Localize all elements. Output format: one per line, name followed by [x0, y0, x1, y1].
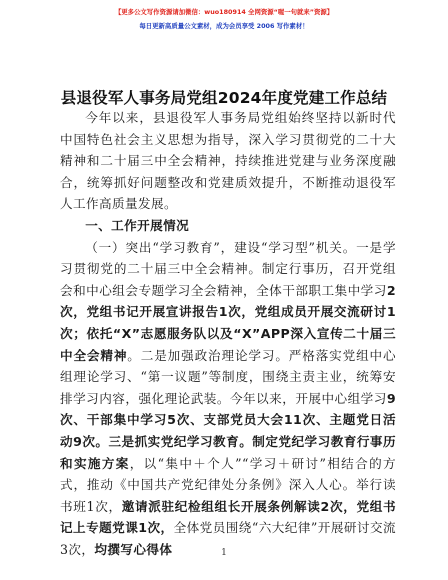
- section-heading: 一、工作开展情况: [85, 217, 190, 233]
- paragraph-emphasis: 9次、干部集中学习5次、支部党员大会11次、主题党日活动9次。三是抓实党纪学习教育。制定党纪学习教育行事历和实施方案: [60, 390, 396, 471]
- section-paragraph: [60, 237, 396, 561]
- paragraph-text: ，以“集中＋个人”“学习＋研讨”相结合的方式，推动《中国共产党纪律处分条例》深入人心。举行读书班1次，: [60, 455, 397, 514]
- document-title: 县退役军人事务局党组2024年度党建工作总结: [60, 89, 388, 107]
- paragraph-emphasis: 邀请派驻纪检组组长开展条例解读2次，党组书记上专题党课1次，: [60, 498, 396, 536]
- page-number: 1: [221, 548, 227, 558]
- document-body: [60, 107, 396, 560]
- intro-paragraph: 今年以来，县退役军人事务局党组始终坚持以新时代中国特色社会主义思想为指导，深入学习贯彻党的二十大精神和二十届三中全会精神，持续推进党建与业务深度融合，统筹抓好问题整改和党建质效提升，不断推动退役军人工作高质量发展。: [60, 110, 396, 212]
- paragraph-emphasis: 均撰写心得体: [94, 541, 173, 557]
- promo-line-blue: 每日更新高质量公文素材，成为会员享受 2006 写作素材！: [139, 22, 309, 30]
- promo-line-red: 【更多公文写作资源请加微信：wuo180914 全网资源“喔一句就来”资源】: [114, 8, 334, 16]
- paragraph-text: 。二是加强政治理论学习。严格落实党组中心组理论学习、“第一议题”等制度，围绕主责主业，统筹安排学习内容，强化理论武装。今年以来，开展中心组学习: [60, 347, 397, 406]
- paragraph-emphasis: 2次，党组书记开展宣讲报告1次，党组成员开展交流研讨1次；依托“X”志愿服务队以及“X”APP深入宣传二十届三中全会精神: [60, 282, 396, 363]
- paragraph-text: 全体党员围绕“六大纪律”开展研讨交流3次，: [60, 520, 396, 557]
- promo-banner: [0, 6, 448, 32]
- paragraph-text: （一）突出“学习教育”，建设“学习型”机关。一是学习贯彻党的二十届三中全会精神。制定行事历，召开党组会和中心组会专题学习全会精神，全体干部职工集中学习: [60, 239, 396, 298]
